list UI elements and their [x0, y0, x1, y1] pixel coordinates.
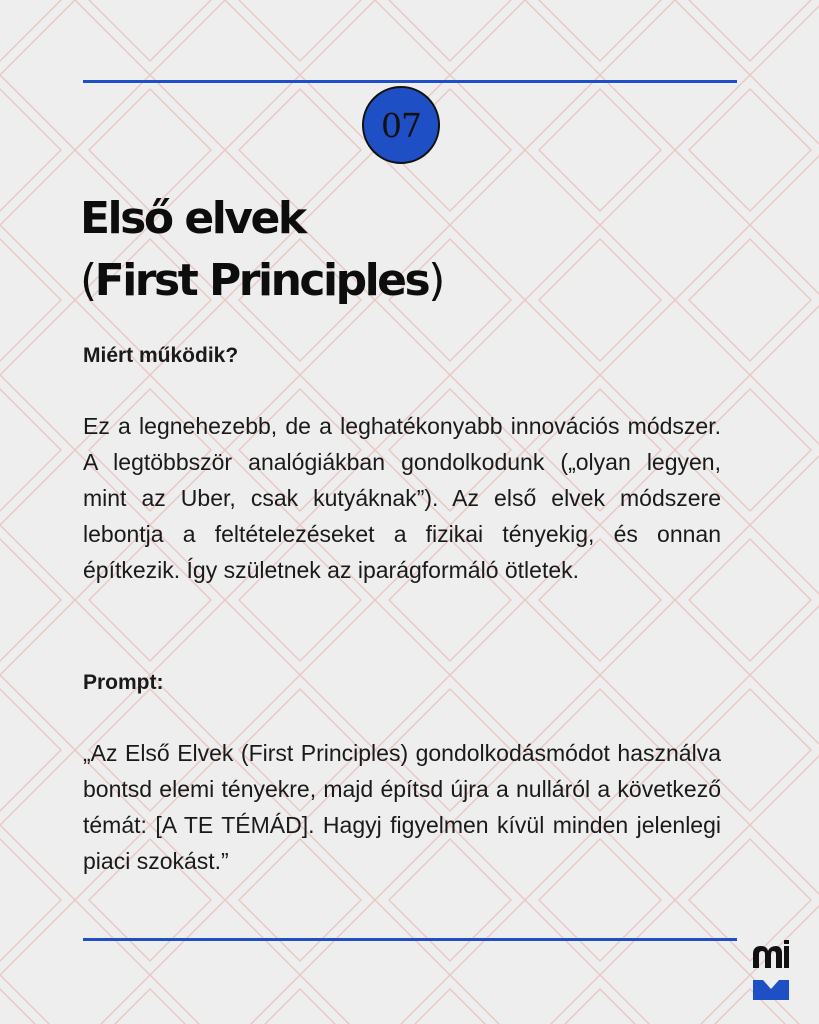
title-paren-close: ): [428, 255, 443, 306]
pattern-diamond: [375, 0, 525, 75]
pattern-diamond-inner: [0, 839, 61, 961]
pattern-diamond: [0, 0, 75, 75]
pattern-diamond-inner: [539, 0, 661, 61]
pattern-diamond-inner: [0, 89, 61, 211]
section-body-prompt: „Az Első Elvek (First Principles) gondolkodásmódot használva bontsd elemi tényekre, majd építsd újra a nulláról a következő témát: [A TE TÉMÁD]. Hagyj figyelmen kívül minden jelenlegi piaci szokást.”: [83, 740, 721, 874]
number-badge: [362, 86, 440, 164]
pattern-diamond-inner: [0, 689, 61, 811]
pattern-diamond: [225, 975, 375, 1024]
pattern-diamond: [0, 825, 75, 975]
title-line-2: [80, 250, 740, 312]
pattern-diamond: [0, 525, 75, 675]
mi-logo-icon: [751, 940, 791, 1002]
pattern-diamond: [0, 675, 75, 825]
title-english: First Principles: [94, 255, 429, 306]
top-divider: [83, 80, 737, 83]
pattern-diamond: [0, 75, 75, 225]
pattern-diamond: [525, 0, 675, 75]
section-heading-prompt: Prompt:: [83, 671, 164, 694]
pattern-diamond: [675, 0, 819, 75]
pattern-diamond: [675, 975, 819, 1024]
pattern-diamond-inner: [0, 389, 61, 511]
pattern-diamond: [225, 0, 375, 75]
pattern-diamond-inner: [89, 0, 211, 61]
title-paren-open: (: [80, 255, 95, 306]
pattern-diamond: [375, 975, 525, 1024]
section-heading-why: Miért működik?: [83, 344, 239, 367]
page-title: [80, 188, 740, 312]
pattern-diamond: [0, 225, 75, 375]
pattern-diamond-inner: [239, 0, 361, 61]
pattern-diamond-inner: [689, 0, 811, 61]
pattern-diamond-inner: [389, 0, 511, 61]
title-line-1: Első elvek: [80, 193, 305, 244]
pattern-diamond: [75, 0, 225, 75]
pattern-diamond-inner: [0, 0, 61, 61]
pattern-diamond-inner: [0, 539, 61, 661]
bottom-divider: [83, 938, 737, 941]
section-body-why: Ez a legnehezebb, de a leghatékonyabb innovációs módszer. A legtöbbször analógiákban gondolkodunk („olyan legyen, mint az Uber, csak kutyáknak”). Az első elvek módszere lebontja a feltételezéseket a fizikai tényekig, és onnan építkezik. Így születnek az iparágformáló ötletek.: [83, 413, 721, 583]
pattern-diamond: [0, 375, 75, 525]
pattern-diamond-inner: [0, 239, 61, 361]
pattern-diamond: [75, 975, 225, 1024]
pattern-diamond: [525, 975, 675, 1024]
badge-number: 07: [381, 105, 421, 145]
